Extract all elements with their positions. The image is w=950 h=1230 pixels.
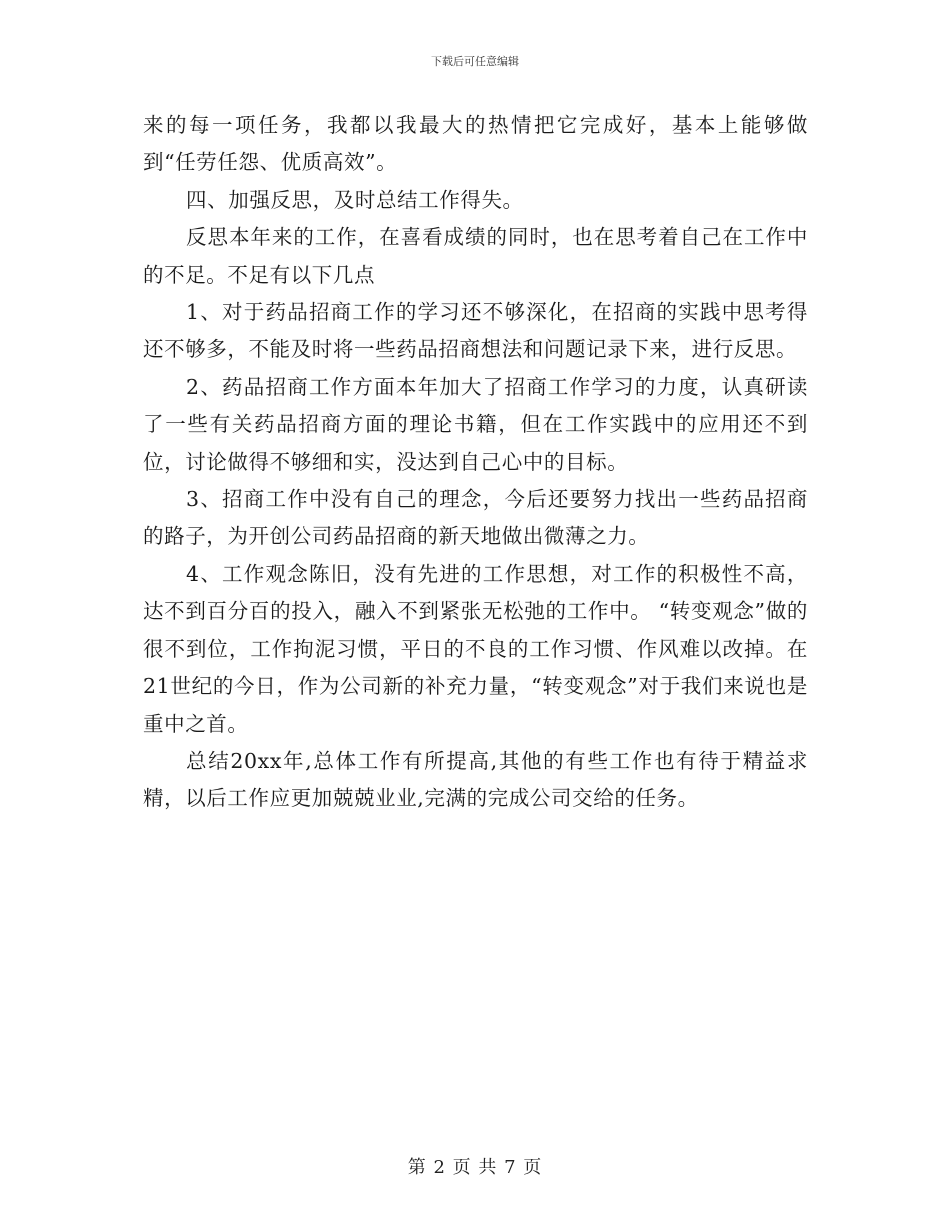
list-item-shortcoming-1: 1、对于药品招商工作的学习还不够深化，在招商的实践中思考得还不够多，不能及时将一些药品招商想法和问题记录下来，进行反思。 bbox=[143, 300, 808, 362]
document-body bbox=[143, 107, 808, 818]
list-item-shortcoming-2: 2、药品招商工作方面本年加大了招商工作学习的力度，认真研读了一些有关药品招商方面的理论书籍，但在工作实践中的应用还不到位，讨论做得不够细和实，没达到自己心中的目标。 bbox=[143, 374, 808, 474]
paragraph-continuation: 来的每一项任务，我都以我最大的热情把它完成好，基本上能够做到“任劳任怨、优质高效”。 bbox=[143, 113, 808, 175]
section-heading-reflection: 四、加强反思，及时总结工作得失。 bbox=[186, 187, 524, 212]
page-number: 第 2 页 共 7 页 bbox=[407, 1157, 543, 1178]
list-item-shortcoming-3: 3、招商工作中没有自己的理念，今后还要努力找出一些药品招商的路子，为开创公司药品招商的新天地做出微薄之力。 bbox=[143, 487, 808, 549]
page-header-note: 下载后可任意编辑 bbox=[431, 55, 519, 68]
list-item-shortcoming-4: 4、工作观念陈旧，没有先进的工作思想，对工作的积极性不高，达不到百分百的投入，融入不到紧张无松弛的工作中。 “转变观念”做的很不到位，工作拘泥习惯，平日的不良的工作习惯、作风难以改掉。在21世纪的今日，作为公司新的补充力量，“转变观念”对于我们来说也是重中之首。 bbox=[143, 561, 808, 736]
paragraph-reflection-intro: 反思本年来的工作，在喜看成绩的同时，也在思考着自己在工作中的不足。不足有以下几点 bbox=[143, 225, 808, 287]
paragraph-summary: 总结20xx年,总体工作有所提高,其他的有些工作也有待于精益求精，以后工作应更加兢兢业业,完满的完成公司交给的任务。 bbox=[143, 748, 808, 811]
